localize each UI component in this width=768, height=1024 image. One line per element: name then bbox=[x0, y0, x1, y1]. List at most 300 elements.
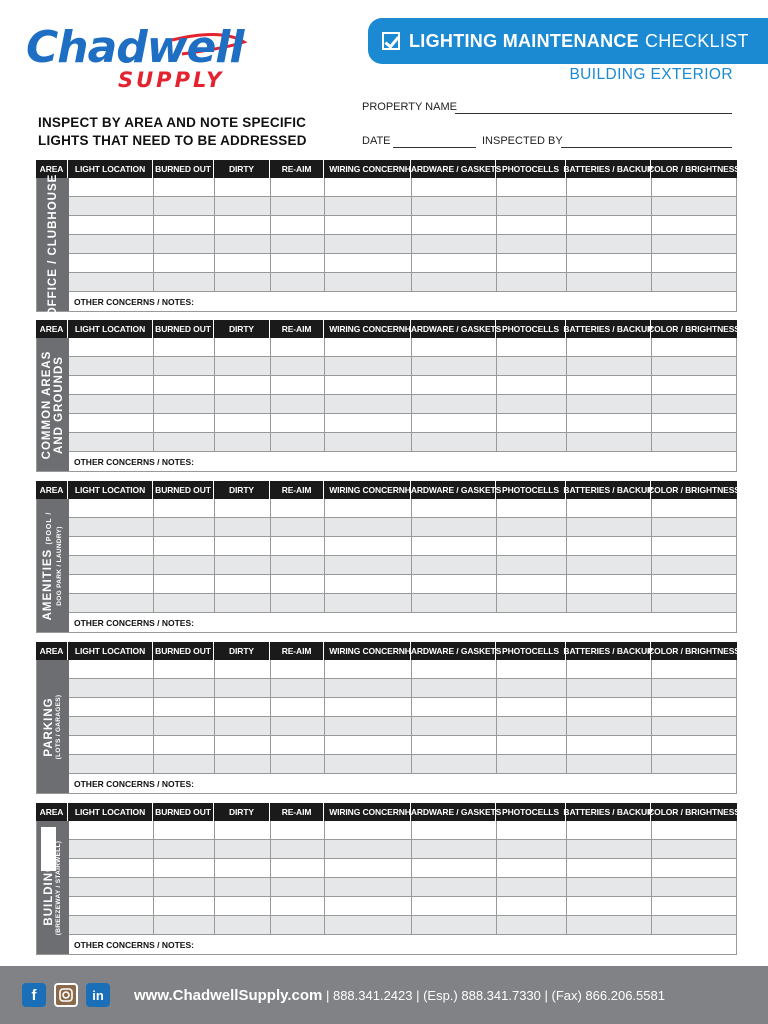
checklist-cell[interactable] bbox=[412, 499, 497, 517]
checklist-cell[interactable] bbox=[412, 273, 497, 291]
checklist-cell[interactable] bbox=[325, 916, 412, 934]
checklist-cell[interactable] bbox=[412, 717, 497, 735]
checklist-cell[interactable] bbox=[412, 518, 497, 536]
checklist-cell[interactable] bbox=[325, 897, 412, 915]
checklist-cell[interactable] bbox=[567, 254, 652, 272]
checklist-cell[interactable] bbox=[567, 594, 652, 612]
checklist-cell[interactable] bbox=[412, 414, 497, 432]
checklist-cell[interactable] bbox=[652, 878, 736, 896]
checklist-cell[interactable] bbox=[69, 414, 154, 432]
checklist-cell[interactable] bbox=[154, 235, 215, 253]
checklist-cell[interactable] bbox=[154, 357, 215, 375]
checklist-cell[interactable] bbox=[69, 878, 154, 896]
checklist-cell[interactable] bbox=[652, 197, 736, 215]
checklist-cell[interactable] bbox=[325, 594, 412, 612]
checklist-cell[interactable] bbox=[154, 878, 215, 896]
checklist-cell[interactable] bbox=[69, 660, 154, 678]
checklist-cell[interactable] bbox=[325, 878, 412, 896]
checklist-cell[interactable] bbox=[497, 897, 567, 915]
checklist-cell[interactable] bbox=[412, 840, 497, 858]
checklist-cell[interactable] bbox=[567, 197, 652, 215]
column-header: WIRING CONCERN bbox=[324, 481, 411, 499]
checklist-cell[interactable] bbox=[271, 414, 325, 432]
checklist-cell[interactable] bbox=[497, 916, 567, 934]
checklist-cell[interactable] bbox=[325, 197, 412, 215]
checklist-cell[interactable] bbox=[154, 755, 215, 773]
checklist-cell[interactable] bbox=[567, 878, 652, 896]
checklist-cell[interactable] bbox=[412, 537, 497, 555]
checklist-cell[interactable] bbox=[652, 660, 736, 678]
checklist-cell[interactable] bbox=[652, 178, 736, 196]
checklist-cell[interactable] bbox=[567, 897, 652, 915]
checklist-cell[interactable] bbox=[497, 273, 567, 291]
checklist-cell[interactable] bbox=[325, 178, 412, 196]
table-row bbox=[69, 575, 736, 594]
checklist-cell[interactable] bbox=[567, 235, 652, 253]
instagram-icon[interactable] bbox=[54, 983, 78, 1007]
checklist-cell[interactable] bbox=[652, 575, 736, 593]
checklist-cell[interactable] bbox=[652, 235, 736, 253]
checklist-cell[interactable] bbox=[567, 717, 652, 735]
checklist-cell[interactable] bbox=[567, 499, 652, 517]
checklist-cell[interactable] bbox=[567, 575, 652, 593]
checklist-cell[interactable] bbox=[271, 916, 325, 934]
checklist-cell[interactable] bbox=[652, 414, 736, 432]
checklist-cell[interactable] bbox=[271, 698, 325, 716]
checklist-cell[interactable] bbox=[215, 433, 271, 451]
checklist-cell[interactable] bbox=[497, 698, 567, 716]
checklist-cell[interactable] bbox=[497, 518, 567, 536]
checklist-cell[interactable] bbox=[497, 235, 567, 253]
checklist-cell[interactable] bbox=[652, 755, 736, 773]
checklist-cell[interactable] bbox=[271, 755, 325, 773]
checklist-cell[interactable] bbox=[652, 916, 736, 934]
checklist-cell[interactable] bbox=[325, 859, 412, 877]
checklist-cell[interactable] bbox=[497, 660, 567, 678]
checklist-cell[interactable] bbox=[325, 518, 412, 536]
checklist-cell[interactable] bbox=[497, 254, 567, 272]
checklist-cell[interactable] bbox=[154, 594, 215, 612]
checklist-cell[interactable] bbox=[69, 821, 154, 839]
checklist-cell[interactable] bbox=[154, 499, 215, 517]
checklist-cell[interactable] bbox=[497, 878, 567, 896]
checklist-cell[interactable] bbox=[271, 736, 325, 754]
checklist-cell[interactable] bbox=[271, 594, 325, 612]
checklist-cell[interactable] bbox=[497, 216, 567, 234]
checklist-cell[interactable] bbox=[567, 916, 652, 934]
checklist-cell[interactable] bbox=[497, 338, 567, 356]
column-header: BATTERIES / BACKUP bbox=[566, 481, 651, 499]
checklist-cell[interactable] bbox=[497, 395, 567, 413]
checklist-cell[interactable] bbox=[567, 840, 652, 858]
checklist-cell[interactable] bbox=[154, 821, 215, 839]
checklist-cell[interactable] bbox=[215, 254, 271, 272]
checklist-cell[interactable] bbox=[215, 916, 271, 934]
checklist-cell[interactable] bbox=[412, 660, 497, 678]
checklist-cell[interactable] bbox=[154, 216, 215, 234]
checklist-cell[interactable] bbox=[652, 254, 736, 272]
checklist-cell[interactable] bbox=[567, 698, 652, 716]
checklist-cell[interactable] bbox=[567, 679, 652, 697]
checklist-cell[interactable] bbox=[69, 736, 154, 754]
section-header bbox=[36, 803, 740, 821]
checklist-cell[interactable] bbox=[497, 376, 567, 394]
checklist-cell[interactable] bbox=[154, 575, 215, 593]
checklist-cell[interactable] bbox=[412, 556, 497, 574]
checklist-cell[interactable] bbox=[325, 556, 412, 574]
checklist-cell[interactable] bbox=[497, 821, 567, 839]
checklist-cell[interactable] bbox=[271, 178, 325, 196]
checklist-cell[interactable] bbox=[325, 537, 412, 555]
checklist-cell[interactable] bbox=[271, 254, 325, 272]
checklist-cell[interactable] bbox=[567, 736, 652, 754]
checklist-cell[interactable] bbox=[567, 273, 652, 291]
checklist-cell[interactable] bbox=[652, 859, 736, 877]
notes-label: OTHER CONCERNS / NOTES: bbox=[74, 456, 194, 467]
checklist-cell[interactable] bbox=[271, 717, 325, 735]
checklist-cell[interactable] bbox=[652, 338, 736, 356]
checklist-cell[interactable] bbox=[154, 537, 215, 555]
checklist-cell[interactable] bbox=[567, 357, 652, 375]
checklist-cell[interactable] bbox=[271, 840, 325, 858]
checklist-cell[interactable] bbox=[412, 755, 497, 773]
checklist-cell[interactable] bbox=[215, 594, 271, 612]
checklist-cell[interactable] bbox=[497, 736, 567, 754]
checklist-cell[interactable] bbox=[215, 897, 271, 915]
notes-field[interactable] bbox=[69, 292, 736, 311]
checklist-cell[interactable] bbox=[325, 395, 412, 413]
checklist-cell[interactable] bbox=[69, 357, 154, 375]
checklist-cell[interactable] bbox=[325, 660, 412, 678]
checklist-cell[interactable] bbox=[412, 575, 497, 593]
checklist-cell[interactable] bbox=[325, 414, 412, 432]
checklist-cell[interactable] bbox=[325, 698, 412, 716]
area-label-text: OFFICE / CLUBHOUSE bbox=[47, 173, 59, 316]
checklist-cell[interactable] bbox=[497, 433, 567, 451]
checklist-cell[interactable] bbox=[652, 679, 736, 697]
checklist-cell[interactable] bbox=[69, 916, 154, 934]
checklist-cell[interactable] bbox=[69, 338, 154, 356]
checklist-cell[interactable] bbox=[652, 736, 736, 754]
checklist-cell[interactable] bbox=[215, 679, 271, 697]
checklist-cell[interactable] bbox=[325, 499, 412, 517]
checklist-cell[interactable] bbox=[215, 197, 271, 215]
checklist-cell[interactable] bbox=[412, 878, 497, 896]
checklist-cell[interactable] bbox=[325, 840, 412, 858]
checklist-cell[interactable] bbox=[412, 376, 497, 394]
checklist-cell[interactable] bbox=[652, 273, 736, 291]
checklist-cell[interactable] bbox=[325, 736, 412, 754]
checklist-cell[interactable] bbox=[652, 518, 736, 536]
checklist-cell[interactable] bbox=[154, 338, 215, 356]
area-label-line-1 bbox=[41, 350, 53, 459]
checklist-cell[interactable] bbox=[652, 376, 736, 394]
checklist-cell[interactable] bbox=[69, 518, 154, 536]
checklist-cell[interactable] bbox=[567, 395, 652, 413]
checklist-cell[interactable] bbox=[271, 338, 325, 356]
checklist-cell[interactable] bbox=[271, 273, 325, 291]
checklist-cell[interactable] bbox=[154, 395, 215, 413]
checklist-cell[interactable] bbox=[412, 395, 497, 413]
notes-field[interactable] bbox=[69, 774, 736, 793]
checklist-cell[interactable] bbox=[497, 357, 567, 375]
checklist-cell[interactable] bbox=[215, 660, 271, 678]
checklist-cell[interactable] bbox=[412, 679, 497, 697]
checklist-cell[interactable] bbox=[69, 235, 154, 253]
checklist-cell[interactable] bbox=[497, 178, 567, 196]
checklist-cell[interactable] bbox=[652, 395, 736, 413]
checklist-cell[interactable] bbox=[497, 414, 567, 432]
checklist-cell[interactable] bbox=[271, 878, 325, 896]
checklist-cell[interactable] bbox=[325, 433, 412, 451]
column-header: HARDWARE / GASKETS bbox=[411, 481, 496, 499]
checklist-cell[interactable] bbox=[154, 717, 215, 735]
checklist-cell[interactable] bbox=[271, 197, 325, 215]
checklist-cell[interactable] bbox=[215, 376, 271, 394]
checklist-cell[interactable] bbox=[215, 216, 271, 234]
checklist-cell[interactable] bbox=[69, 755, 154, 773]
checklist-cell[interactable] bbox=[69, 897, 154, 915]
checklist-cell[interactable] bbox=[154, 254, 215, 272]
table-row bbox=[69, 859, 736, 878]
checklist-cell[interactable] bbox=[271, 575, 325, 593]
checklist-cell[interactable] bbox=[412, 698, 497, 716]
checklist-cell[interactable] bbox=[497, 859, 567, 877]
checklist-cell[interactable] bbox=[271, 660, 325, 678]
checklist-cell[interactable] bbox=[271, 235, 325, 253]
checklist-cell[interactable] bbox=[271, 821, 325, 839]
checklist-cell[interactable] bbox=[652, 698, 736, 716]
checklist-cell[interactable] bbox=[154, 414, 215, 432]
checklist-cell[interactable] bbox=[652, 821, 736, 839]
checklist-cell[interactable] bbox=[497, 755, 567, 773]
checklist-cell[interactable] bbox=[325, 235, 412, 253]
checklist-cell[interactable] bbox=[215, 840, 271, 858]
checklist-cell[interactable] bbox=[412, 433, 497, 451]
checklist-cell[interactable] bbox=[652, 840, 736, 858]
checklist-cell[interactable] bbox=[215, 821, 271, 839]
checklist-cell[interactable] bbox=[652, 537, 736, 555]
checklist-cell[interactable] bbox=[652, 499, 736, 517]
checklist-cell[interactable] bbox=[497, 594, 567, 612]
checklist-cell[interactable] bbox=[412, 197, 497, 215]
checklist-cell[interactable] bbox=[567, 556, 652, 574]
checklist-cell[interactable] bbox=[69, 859, 154, 877]
checklist-cell[interactable] bbox=[325, 821, 412, 839]
checklist-cell[interactable] bbox=[69, 537, 154, 555]
checklist-cell[interactable] bbox=[69, 840, 154, 858]
checklist-cell[interactable] bbox=[154, 273, 215, 291]
area-label-text: AMENITIES bbox=[42, 548, 54, 620]
checklist-cell[interactable] bbox=[69, 717, 154, 735]
column-header: WIRING CONCERN bbox=[324, 320, 411, 338]
checklist-cell[interactable] bbox=[69, 273, 154, 291]
checklist-cell[interactable] bbox=[412, 916, 497, 934]
notes-field[interactable] bbox=[69, 935, 736, 954]
checklist-cell[interactable] bbox=[652, 717, 736, 735]
checklist-cell[interactable] bbox=[497, 537, 567, 555]
checklist-cell[interactable] bbox=[69, 594, 154, 612]
checklist-cell[interactable] bbox=[215, 537, 271, 555]
property-name-field[interactable] bbox=[455, 113, 732, 114]
linkedin-icon[interactable]: in bbox=[86, 983, 110, 1007]
checklist-cell[interactable] bbox=[567, 537, 652, 555]
checklist-cell[interactable] bbox=[215, 575, 271, 593]
checklist-cell[interactable] bbox=[154, 197, 215, 215]
checklist-cell[interactable] bbox=[567, 821, 652, 839]
checklist-cell[interactable] bbox=[567, 216, 652, 234]
checklist-cell[interactable] bbox=[567, 338, 652, 356]
checklist-cell[interactable] bbox=[652, 357, 736, 375]
checklist-cell[interactable] bbox=[69, 698, 154, 716]
checklist-cell[interactable] bbox=[412, 254, 497, 272]
checklist-cell[interactable] bbox=[412, 859, 497, 877]
checklist-cell[interactable] bbox=[325, 755, 412, 773]
checklist-cell[interactable] bbox=[215, 698, 271, 716]
checklist-cell[interactable] bbox=[325, 575, 412, 593]
checklist-cell[interactable] bbox=[271, 679, 325, 697]
checklist-cell[interactable] bbox=[497, 575, 567, 593]
column-header: RE-AIM bbox=[270, 481, 324, 499]
checklist-cell[interactable] bbox=[567, 433, 652, 451]
checklist-cell[interactable] bbox=[652, 897, 736, 915]
checklist-cell[interactable] bbox=[154, 660, 215, 678]
checklist-cell[interactable] bbox=[497, 840, 567, 858]
checklist-cell[interactable] bbox=[69, 499, 154, 517]
checklist-cell[interactable] bbox=[215, 357, 271, 375]
checklist-cell[interactable] bbox=[69, 395, 154, 413]
checklist-cell[interactable] bbox=[215, 859, 271, 877]
checklist-cell[interactable] bbox=[154, 679, 215, 697]
checklist-cell[interactable] bbox=[271, 537, 325, 555]
checklist-cell[interactable] bbox=[271, 376, 325, 394]
checklist-cell[interactable] bbox=[567, 414, 652, 432]
notes-field[interactable] bbox=[69, 452, 736, 471]
checklist-cell[interactable] bbox=[412, 216, 497, 234]
checklist-cell[interactable] bbox=[271, 499, 325, 517]
checklist-cell[interactable] bbox=[497, 197, 567, 215]
checklist-cell[interactable] bbox=[271, 518, 325, 536]
checklist-cell[interactable] bbox=[69, 556, 154, 574]
checklist-cell[interactable] bbox=[154, 556, 215, 574]
checklist-cell[interactable] bbox=[154, 433, 215, 451]
checklist-cell[interactable] bbox=[325, 717, 412, 735]
checklist-cell[interactable] bbox=[215, 878, 271, 896]
facebook-icon[interactable]: f bbox=[22, 983, 46, 1007]
checklist-cell[interactable] bbox=[154, 698, 215, 716]
checklist-cell[interactable] bbox=[325, 357, 412, 375]
checklist-cell[interactable] bbox=[154, 178, 215, 196]
checklist-cell[interactable] bbox=[154, 518, 215, 536]
table-row bbox=[69, 594, 736, 613]
checklist-cell[interactable] bbox=[271, 859, 325, 877]
notes-field[interactable] bbox=[69, 613, 736, 632]
checklist-cell[interactable] bbox=[652, 594, 736, 612]
checklist-cell[interactable] bbox=[567, 859, 652, 877]
checklist-cell[interactable] bbox=[215, 755, 271, 773]
checklist-cell[interactable] bbox=[412, 235, 497, 253]
checklist-cell[interactable] bbox=[154, 736, 215, 754]
checklist-cell[interactable] bbox=[154, 897, 215, 915]
checklist-cell[interactable] bbox=[325, 254, 412, 272]
inspected-by-field[interactable] bbox=[561, 147, 732, 148]
column-header: HARDWARE / GASKETS bbox=[411, 160, 496, 178]
checklist-cell[interactable] bbox=[271, 897, 325, 915]
checklist-cell[interactable] bbox=[271, 216, 325, 234]
checklist-cell[interactable] bbox=[412, 821, 497, 839]
checklist-cell[interactable] bbox=[325, 376, 412, 394]
checklist-cell[interactable] bbox=[271, 395, 325, 413]
checklist-grid bbox=[69, 821, 736, 954]
checklist-cell[interactable] bbox=[215, 178, 271, 196]
checklist-cell[interactable] bbox=[567, 518, 652, 536]
checklist-cell[interactable] bbox=[567, 755, 652, 773]
checklist-cell[interactable] bbox=[497, 717, 567, 735]
checklist-cell[interactable] bbox=[325, 338, 412, 356]
checklist-cell[interactable] bbox=[215, 717, 271, 735]
checklist-cell[interactable] bbox=[154, 859, 215, 877]
checklist-cell[interactable] bbox=[215, 736, 271, 754]
section-0 bbox=[36, 160, 740, 316]
checklist-cell[interactable] bbox=[652, 556, 736, 574]
checklist-cell[interactable] bbox=[325, 273, 412, 291]
area-label-column bbox=[37, 821, 69, 954]
checklist-cell[interactable] bbox=[215, 338, 271, 356]
checklist-cell[interactable] bbox=[271, 433, 325, 451]
website-link[interactable]: www.ChadwellSupply.com bbox=[134, 986, 323, 1004]
date-field[interactable] bbox=[393, 147, 476, 148]
checklist-cell[interactable] bbox=[652, 216, 736, 234]
checklist-cell[interactable] bbox=[567, 376, 652, 394]
checklist-cell[interactable] bbox=[412, 178, 497, 196]
area-label-line-1 bbox=[47, 173, 59, 316]
checklist-cell[interactable] bbox=[215, 235, 271, 253]
checklist-cell[interactable] bbox=[215, 556, 271, 574]
checklist-cell[interactable] bbox=[215, 499, 271, 517]
checklist-cell[interactable] bbox=[652, 433, 736, 451]
checklist-cell[interactable] bbox=[567, 178, 652, 196]
checklist-cell[interactable] bbox=[567, 660, 652, 678]
checklist-cell[interactable] bbox=[69, 575, 154, 593]
checklist-cell[interactable] bbox=[215, 273, 271, 291]
checklist-cell[interactable] bbox=[271, 556, 325, 574]
checklist-cell[interactable] bbox=[69, 376, 154, 394]
checklist-cell[interactable] bbox=[69, 178, 154, 196]
checklist-cell[interactable] bbox=[154, 916, 215, 934]
checklist-cell[interactable] bbox=[69, 433, 154, 451]
checklist-cell[interactable] bbox=[69, 216, 154, 234]
checklist-cell[interactable] bbox=[154, 840, 215, 858]
checklist-cell[interactable] bbox=[412, 897, 497, 915]
checklist-cell[interactable] bbox=[69, 254, 154, 272]
checklist-cell[interactable] bbox=[412, 357, 497, 375]
checklist-cell[interactable] bbox=[412, 594, 497, 612]
checklist-cell[interactable] bbox=[412, 736, 497, 754]
checklist-cell[interactable] bbox=[215, 414, 271, 432]
checklist-cell[interactable] bbox=[271, 357, 325, 375]
checklist-cell[interactable] bbox=[69, 197, 154, 215]
checklist-cell[interactable] bbox=[497, 499, 567, 517]
checklist-cell[interactable] bbox=[325, 216, 412, 234]
checklist-cell[interactable] bbox=[69, 679, 154, 697]
checklist-cell[interactable] bbox=[497, 556, 567, 574]
checklist-cell[interactable] bbox=[154, 376, 215, 394]
checklist-cell[interactable] bbox=[215, 395, 271, 413]
checklist-cell[interactable] bbox=[325, 679, 412, 697]
checklist-cell[interactable] bbox=[497, 679, 567, 697]
checklist-cell[interactable] bbox=[412, 338, 497, 356]
checklist-cell[interactable] bbox=[215, 518, 271, 536]
